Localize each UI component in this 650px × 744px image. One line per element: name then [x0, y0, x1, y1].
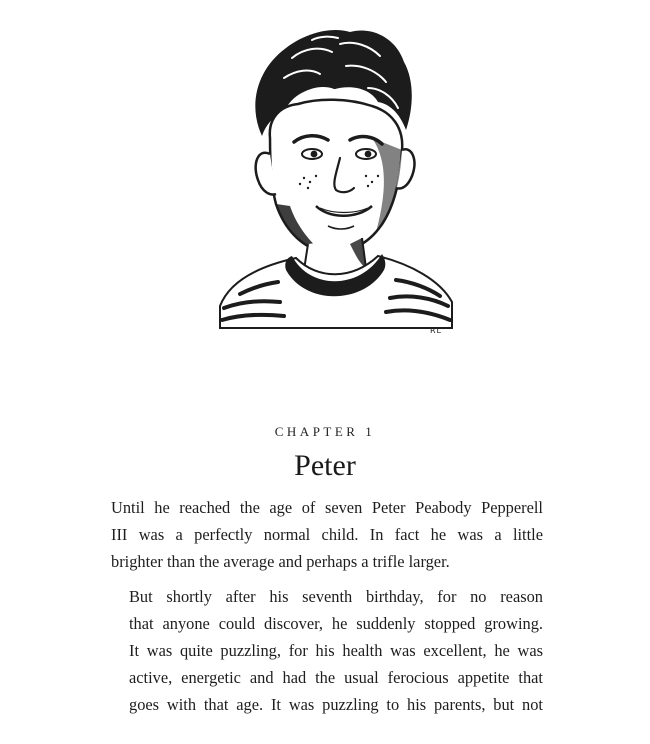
text-line: goes with that age. It was puzzling to his parents, but not: [129, 695, 543, 715]
paragraph: [111, 494, 543, 576]
text-line: that anyone could discover, he suddenly stopped growing.: [129, 613, 543, 633]
text-line: brighter than the average and perhaps a trifle larger.: [111, 552, 450, 572]
chapter-title: Peter: [294, 449, 356, 482]
text-line: It was quite puzzling, for his health was excellent, he was: [129, 641, 543, 661]
text-line: But shortly after his seventh birthday, for no reason: [129, 586, 543, 606]
paragraph: [111, 583, 543, 719]
text-line: III was a perfectly normal child. In fact he was a little: [111, 525, 543, 545]
body-text: [111, 494, 543, 719]
chapter-label: CHAPTER 1: [274, 424, 376, 439]
boy-portrait-illustration: [200, 18, 460, 348]
illustrator-signature: RL: [430, 326, 443, 335]
text-line: active, energetic and had the usual ferocious appetite that: [129, 668, 543, 688]
text-line: Until he reached the age of seven Peter Peabody Pepperell: [111, 498, 543, 517]
